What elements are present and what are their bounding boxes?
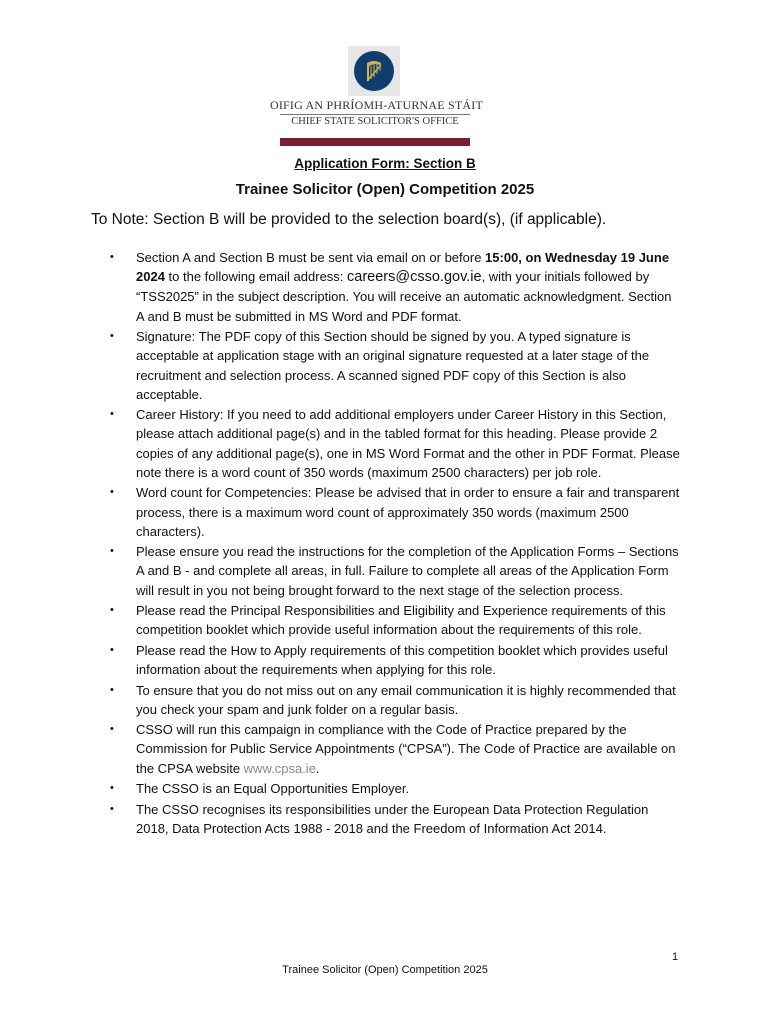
list-item: • The CSSO recognises its responsibilities under the European Data Protection Regulation 2018, Data Protection Acts 1988 - 2018 and the Freedom of Information Act 2014. <box>110 801 649 836</box>
bullet-icon: • <box>110 683 114 696</box>
list-item: • Please read the Principal Responsibilities and Eligibility and Experience requirements of this competition booklet which provide useful information about the requirements of this role. <box>110 603 666 638</box>
note-text: To Note: Section B will be provided to the selection board(s), (if applicable). <box>91 211 607 228</box>
harp-emblem <box>348 46 400 96</box>
bullet-icon: • <box>110 251 114 263</box>
org-name-english: CHIEF STATE SOLICITOR'S OFFICE <box>291 116 459 127</box>
bullet-icon: • <box>110 408 114 421</box>
page-footer: Trainee Solicitor (Open) Competition 2025 <box>282 964 488 976</box>
list-item: • Please read the How to Apply requirements of this competition booklet which provides useful information about the requirements when applying for this role. <box>110 642 668 678</box>
bullet-icon: • <box>110 330 114 343</box>
section-title: Application Form: Section B <box>294 156 476 171</box>
list-item: • Section A and Section B must be sent via email on or before 15:00, on Wednesday 19 June 2024 to the following email address: careers@csso.gov.ie, with your initials followed by “TSS2025” in the subject description. You will receive an automatic acknowledgment. Section A and B must be submitted in MS Word and PDF format. <box>110 250 672 324</box>
list-item: • Signature: The PDF copy of this Section should be signed by you. A typed signature is acceptable at application stage with an original signature requested at a later stage of the recruitment and selection process. A scanned signed PDF copy of this Section is also acceptable. <box>110 329 650 402</box>
harp-icon <box>354 51 394 91</box>
list-item: • To ensure that you do not miss out on any email communication it is highly recommended that you check your spam and junk folder on a regular basis. <box>110 682 676 717</box>
bullet-icon: • <box>110 643 114 656</box>
deadline-text: 15:00, on Wednesday 19 June 2024 <box>136 250 670 285</box>
cpsa-link[interactable]: www.cpsa.ie <box>243 760 316 776</box>
bullet-icon: • <box>110 545 114 558</box>
org-name-irish: OIFIG AN PHRÍOMH-ATURNAE STÁIT <box>270 98 483 112</box>
list-item: • Career History: If you need to add additional employers under Career History in this Section, please attach additional page(s) and in the tabled format for this heading. Please provide 2 copies of any additional page(s), one in MS Word Format and the other in PDF Format. Please note there is a word count of 350 words (maximum 2500 characters) per job role. <box>110 407 680 480</box>
page-number: 1 <box>672 951 679 963</box>
list-item: • CSSO will run this campaign in compliance with the Code of Practice prepared by the Commission for Public Service Appointments (“CPSA”). The Code of Practice are available on the CPSA website www.cpsa.ie. <box>110 722 676 776</box>
list-item: • The CSSO is an Equal Opportunities Employer. <box>110 779 680 798</box>
bullet-icon: • <box>110 604 114 617</box>
list-item: • Word count for Competencies: Please be advised that in order to ensure a fair and transparent process, there is a maximum word count of approximately 350 words (maximum 2500 characters). <box>110 485 680 539</box>
bullet-icon: • <box>110 486 114 499</box>
email-address[interactable]: careers@csso.gov.ie <box>347 269 482 286</box>
list-item: • Please ensure you read the instructions for the completion of the Application Forms – Sections A and B - and complete all areas, in full. Failure to complete all areas of the Application Form will result in you not being brought forward to the next stage of the selection process. <box>110 544 679 598</box>
bullet-icon: • <box>110 782 114 795</box>
competition-title: Trainee Solicitor (Open) Competition 2025 <box>235 181 535 198</box>
bullet-icon: • <box>110 723 114 736</box>
csso-logo <box>270 46 483 150</box>
bullet-icon: • <box>110 802 114 815</box>
instruction-list <box>110 248 680 839</box>
logo-accent-bar <box>280 138 470 146</box>
logo-divider <box>280 114 470 115</box>
